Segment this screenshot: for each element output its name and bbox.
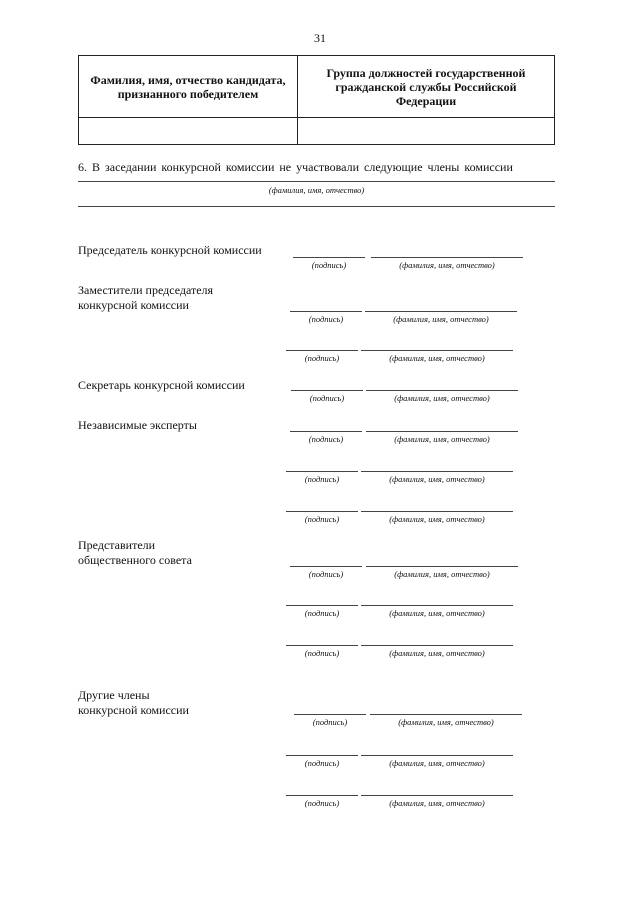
chairman-name-caption: (фамилия, имя, отчество) — [399, 260, 495, 270]
deputy2-signature-caption: (подпись) — [304, 353, 340, 363]
expert1-signature-caption: (подпись) — [308, 434, 344, 444]
chairman-signature-caption: (подпись) — [311, 260, 347, 270]
table-cell-candidate[interactable] — [79, 118, 298, 145]
deputy1-name-caption: (фамилия, имя, отчество) — [393, 314, 489, 324]
deputy2-name-caption: (фамилия, имя, отчество) — [389, 353, 485, 363]
other1-name-line[interactable] — [370, 714, 522, 715]
other3-signature-caption: (подпись) — [304, 798, 340, 808]
public1-signature-line[interactable] — [290, 566, 362, 567]
expert1-name-caption: (фамилия, имя, отчество) — [394, 434, 490, 444]
expert2-signature-caption: (подпись) — [304, 474, 340, 484]
other2-signature-line[interactable] — [286, 755, 358, 756]
table-cell-position-group[interactable] — [297, 118, 554, 145]
chairman-signature-line[interactable] — [293, 257, 365, 258]
public-council-label-line2: общественного совета — [78, 553, 192, 567]
expert3-name-line[interactable] — [361, 511, 513, 512]
deputy2-name-line[interactable] — [361, 350, 513, 351]
public2-name-line[interactable] — [361, 605, 513, 606]
public1-signature-caption: (подпись) — [308, 569, 344, 579]
expert3-signature-line[interactable] — [286, 511, 358, 512]
other2-signature-caption: (подпись) — [304, 758, 340, 768]
other3-signature-line[interactable] — [286, 795, 358, 796]
table-row — [79, 118, 555, 145]
expert1-signature-line[interactable] — [290, 431, 362, 432]
other1-name-caption: (фамилия, имя, отчество) — [398, 717, 494, 727]
absent-members-caption: (фамилия, имя, отчество) — [268, 185, 365, 195]
chairman-label: Председатель конкурсной комиссии — [78, 243, 262, 257]
deputies-label-line1: Заместители председателя — [78, 283, 214, 297]
public3-signature-line[interactable] — [286, 645, 358, 646]
deputy2-signature-line[interactable] — [286, 350, 358, 351]
expert2-name-caption: (фамилия, имя, отчество) — [389, 474, 485, 484]
other1-signature-caption: (подпись) — [312, 717, 348, 727]
experts-label: Независимые эксперты — [78, 418, 197, 432]
expert3-name-caption: (фамилия, имя, отчество) — [389, 514, 485, 524]
deputy1-signature-caption: (подпись) — [308, 314, 344, 324]
other3-name-line[interactable] — [361, 795, 513, 796]
other2-name-caption: (фамилия, имя, отчество) — [389, 758, 485, 768]
table-header-candidate-name: Фамилия, имя, отчество кандидата, признанного победителем — [79, 56, 298, 118]
paragraph-6-text: 6. В заседании конкурсной комиссии не участвовали следующие члены комиссии — [78, 160, 513, 174]
other-members-label-line2: конкурсной комиссии — [78, 703, 189, 717]
other3-name-caption: (фамилия, имя, отчество) — [389, 798, 485, 808]
table-header-position-group: Группа должностей государственной гражданской службы Российской Федерации — [297, 56, 554, 118]
expert2-name-line[interactable] — [361, 471, 513, 472]
deputies-label-line2: конкурсной комиссии — [78, 298, 189, 312]
other2-name-line[interactable] — [361, 755, 513, 756]
winner-table — [78, 55, 555, 145]
public3-name-line[interactable] — [361, 645, 513, 646]
public2-signature-line[interactable] — [286, 605, 358, 606]
secretary-signature-caption: (подпись) — [309, 393, 345, 403]
secretary-name-line[interactable] — [366, 390, 518, 391]
secretary-label: Секретарь конкурсной комиссии — [78, 378, 245, 392]
deputy1-signature-line[interactable] — [290, 311, 362, 312]
chairman-name-line[interactable] — [371, 257, 523, 258]
page-number: 31 — [314, 31, 326, 45]
other-members-label-line1: Другие члены — [78, 688, 150, 702]
secretary-signature-line[interactable] — [291, 390, 363, 391]
public-council-label-line1: Представители — [78, 538, 156, 552]
public1-name-caption: (фамилия, имя, отчество) — [394, 569, 490, 579]
public3-name-caption: (фамилия, имя, отчество) — [389, 648, 485, 658]
secretary-name-caption: (фамилия, имя, отчество) — [394, 393, 490, 403]
table-header-row — [79, 56, 555, 118]
absent-members-line[interactable] — [78, 181, 555, 182]
deputy1-name-line[interactable] — [365, 311, 517, 312]
expert1-name-line[interactable] — [366, 431, 518, 432]
public1-name-line[interactable] — [366, 566, 518, 567]
public2-name-caption: (фамилия, имя, отчество) — [389, 608, 485, 618]
expert2-signature-line[interactable] — [286, 471, 358, 472]
expert3-signature-caption: (подпись) — [304, 514, 340, 524]
public3-signature-caption: (подпись) — [304, 648, 340, 658]
public2-signature-caption: (подпись) — [304, 608, 340, 618]
other1-signature-line[interactable] — [294, 714, 366, 715]
absent-members-line-2[interactable] — [78, 206, 555, 207]
